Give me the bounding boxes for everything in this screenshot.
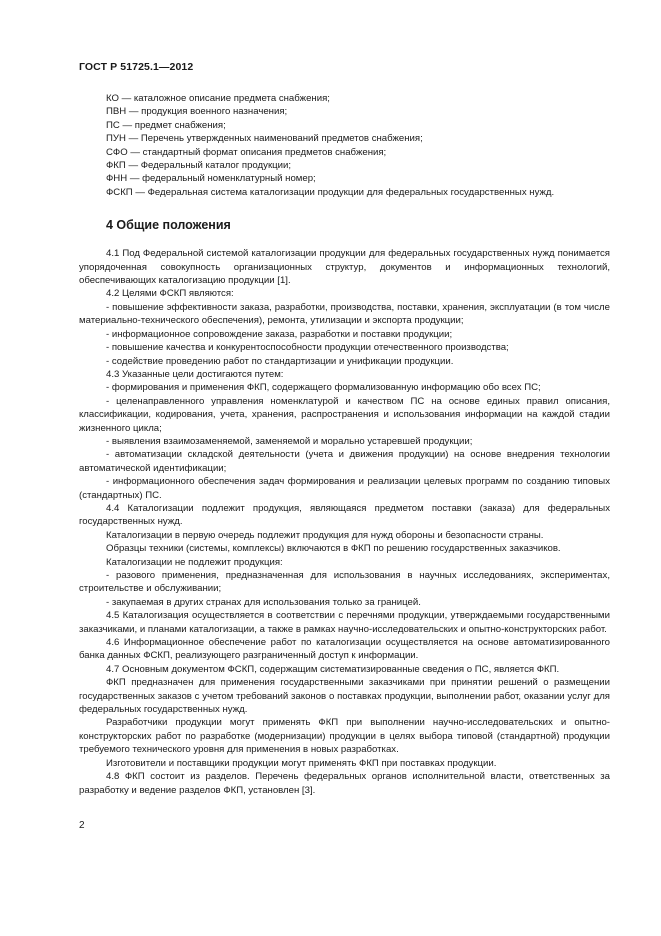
document-header-code: ГОСТ Р 51725.1—2012	[79, 61, 194, 73]
list-item: - содействие проведению работ по стандартизации и унификации продукции.	[106, 355, 454, 367]
abbreviation-sfo: СФО — стандартный формат описания предметов снабжения;	[106, 146, 387, 158]
list-item: - выявления взаимозаменяемой, заменяемой и морально устаревшей продукции;	[106, 435, 473, 447]
paragraph-4-2: 4.2 Целями ФСКП являются:	[106, 288, 234, 300]
list-item: - повышение качества и конкурентоспособности продукции отечественного производства;	[106, 342, 509, 354]
list-item: - закупаемая в других странах для использования только за границей.	[106, 596, 421, 608]
paragraph-4-4: 4.4 Каталогизации подлежит продукция, являющаяся предметом поставки (заказа) для федеральных государственных нужд.	[79, 502, 610, 528]
paragraph-4-6: 4.6 Информационное обеспечение работ по каталогизации осуществляется на основе автоматизированного банка данных ФСКП, реализующего разграниченный доступ к информации.	[79, 637, 610, 662]
paragraph: ФКП предназначен для применения государственными заказчиками при принятии решений о размещении государственных заказов с учетом требований законов о поставках продукции, выполнении работ, оказании услуг для федеральных государственных нужд.	[79, 677, 610, 716]
abbreviation-fnn: ФНН — федеральный номенклатурный номер;	[106, 173, 316, 185]
list-item: - повышение эффективности заказа, разработки, производства, поставки, хранения, эксплуатации (в том числе материально-технического обеспечения), ремонта, утилизации и экспорта продукции;	[79, 301, 610, 327]
paragraph: Образцы техники (системы, комплексы) включаются в ФКП по решению государственных заказчиков.	[106, 543, 561, 555]
abbreviation-pvn: ПВН — продукция военного назначения;	[106, 106, 288, 118]
list-item: - формирования и применения ФКП, содержащего формализованную информацию обо всех ПС;	[106, 382, 541, 394]
paragraph: Каталогизации в первую очередь подлежит продукция для нужд обороны и безопасности страны.	[106, 529, 544, 541]
abbreviation-pun: ПУН — Перечень утвержденных наименований предметов снабжения;	[106, 133, 423, 145]
paragraph: Разработчики продукции могут применять ФКП при выполнении научно-исследовательских и опытно-конструкторских работ по разработке (модернизации) продукции в целях выбора типовой (стандартной) продукции требуемого технического уровня для применения в новых разработках.	[79, 717, 610, 756]
abbreviation-ps: ПС — предмет снабжения;	[106, 119, 226, 131]
paragraph-4-7: 4.7 Основным документом ФСКП, содержащим систематизированные сведения о ПС, является ФКП.	[106, 663, 560, 675]
paragraph-4-5: 4.5 Каталогизация осуществляется в соответствии с перечнями продукции, утверждаемыми государственными заказчиками, и планами каталогизации, а также в рамках научно-исследовательских и опытно-конструкторских работ.	[79, 610, 610, 635]
paragraph: Каталогизации не подлежит продукция:	[106, 556, 283, 568]
paragraph-4-1: 4.1 Под Федеральной системой каталогизации продукции для федеральных государственных нужд понимается упорядоченная совокупность организационных структур, документов и информационных технологий, обеспечивающих каталогизацию продукции [1].	[79, 248, 610, 287]
paragraph-4-3: 4.3 Указанные цели достигаются путем:	[106, 368, 284, 380]
list-item: - целенаправленного управления номенклатурой и качеством ПС на основе единых правил описания, классификации, кодирования, учета, хранения, распространения и использования информации на каждой стадии жизненного цикла;	[79, 395, 610, 434]
paragraph: Изготовители и поставщики продукции могут применять ФКП при поставках продукции.	[106, 757, 497, 769]
list-item: - автоматизации складской деятельности (учета и движения продукции) на основе внедрения технологии автоматической идентификации;	[79, 449, 610, 474]
paragraph-4-8: 4.8 ФКП состоит из разделов. Перечень федеральных органов исполнительной власти, ответственных за разработку и ведение разделов ФКП, установлен [3].	[79, 771, 610, 796]
abbreviation-fskp: ФСКП — Федеральная система каталогизации продукции для федеральных государственных нужд.	[106, 186, 555, 198]
document-body	[79, 92, 610, 797]
page-number: 2	[79, 820, 85, 831]
list-item: - разового применения, предназначенная для использования в научных исследованиях, экспериментах, строительстве и обслуживании;	[79, 570, 610, 595]
section-heading: 4 Общие положения	[106, 218, 231, 233]
list-item: - информационного обеспечения задач формирования и реализации целевых программ по созданию типовых (стандартных) ПС.	[79, 476, 610, 501]
abbreviation-ko: КО — каталожное описание предмета снабжения;	[106, 93, 330, 104]
list-item: - информационное сопровождение заказа, разработки и поставки продукции;	[106, 328, 453, 340]
abbreviation-fkp: ФКП — Федеральный каталог продукции;	[106, 160, 292, 172]
